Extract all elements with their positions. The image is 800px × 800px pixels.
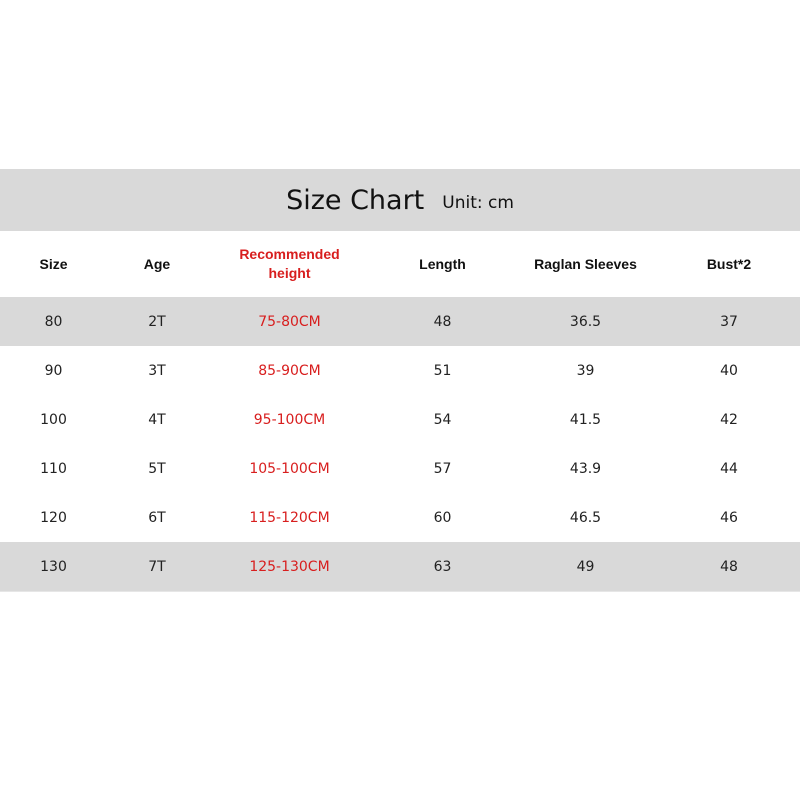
cell-length: 54 [433,411,452,428]
cell-bust: 37 [658,297,800,346]
cell-height: 95-100CM [253,411,326,428]
cell-bust: 42 [720,411,738,428]
table-row [0,346,800,395]
chart-title: Size Chart [286,184,425,216]
cell-height: 125-130CM [207,542,372,592]
cell-sleeves: 49 [513,542,658,592]
header-size: Size [39,255,68,272]
header-bust: Bust*2 [706,255,752,272]
table-row [0,444,800,493]
cell-bust: 46 [720,509,738,526]
header-length: Length [419,255,466,272]
cell-size: 100 [40,411,67,428]
table-row [0,493,800,542]
cell-bust: 40 [720,362,738,379]
cell-length: 48 [372,297,513,346]
table-row [0,395,800,444]
cell-height: 115-120CM [249,509,330,526]
size-chart [0,169,800,592]
size-table [0,231,800,592]
cell-length: 57 [433,460,452,477]
cell-sleeves: 36.5 [513,297,658,346]
cell-bust: 44 [720,460,738,477]
table-row [0,542,800,592]
cell-height: 105-100CM [249,460,330,477]
header-age: Age [143,255,171,272]
header-recommended-height: Recommended height [239,246,340,281]
cell-size: 90 [44,362,63,379]
cell-age: 6T [148,509,166,526]
cell-sleeves: 43.9 [569,460,602,477]
cell-size: 130 [0,542,107,592]
header-raglan-sleeves: Raglan Sleeves [534,255,637,272]
cell-size: 80 [0,297,107,346]
header-row [0,231,800,297]
cell-length: 63 [372,542,513,592]
table-row [0,297,800,346]
unit-label: Unit: cm [442,193,514,213]
cell-age: 2T [107,297,207,346]
cell-sleeves: 41.5 [569,411,602,428]
cell-age: 7T [107,542,207,592]
cell-age: 5T [148,460,166,477]
cell-sleeves: 39 [576,362,595,379]
cell-height: 85-90CM [258,362,321,379]
cell-age: 3T [148,362,166,379]
cell-age: 4T [148,411,166,428]
title-bar [0,169,800,231]
cell-height: 75-80CM [207,297,372,346]
cell-size: 110 [40,460,67,477]
cell-length: 51 [433,362,452,379]
cell-size: 120 [40,509,67,526]
cell-length: 60 [433,509,452,526]
cell-sleeves: 46.5 [569,509,602,526]
cell-bust: 48 [658,542,800,592]
